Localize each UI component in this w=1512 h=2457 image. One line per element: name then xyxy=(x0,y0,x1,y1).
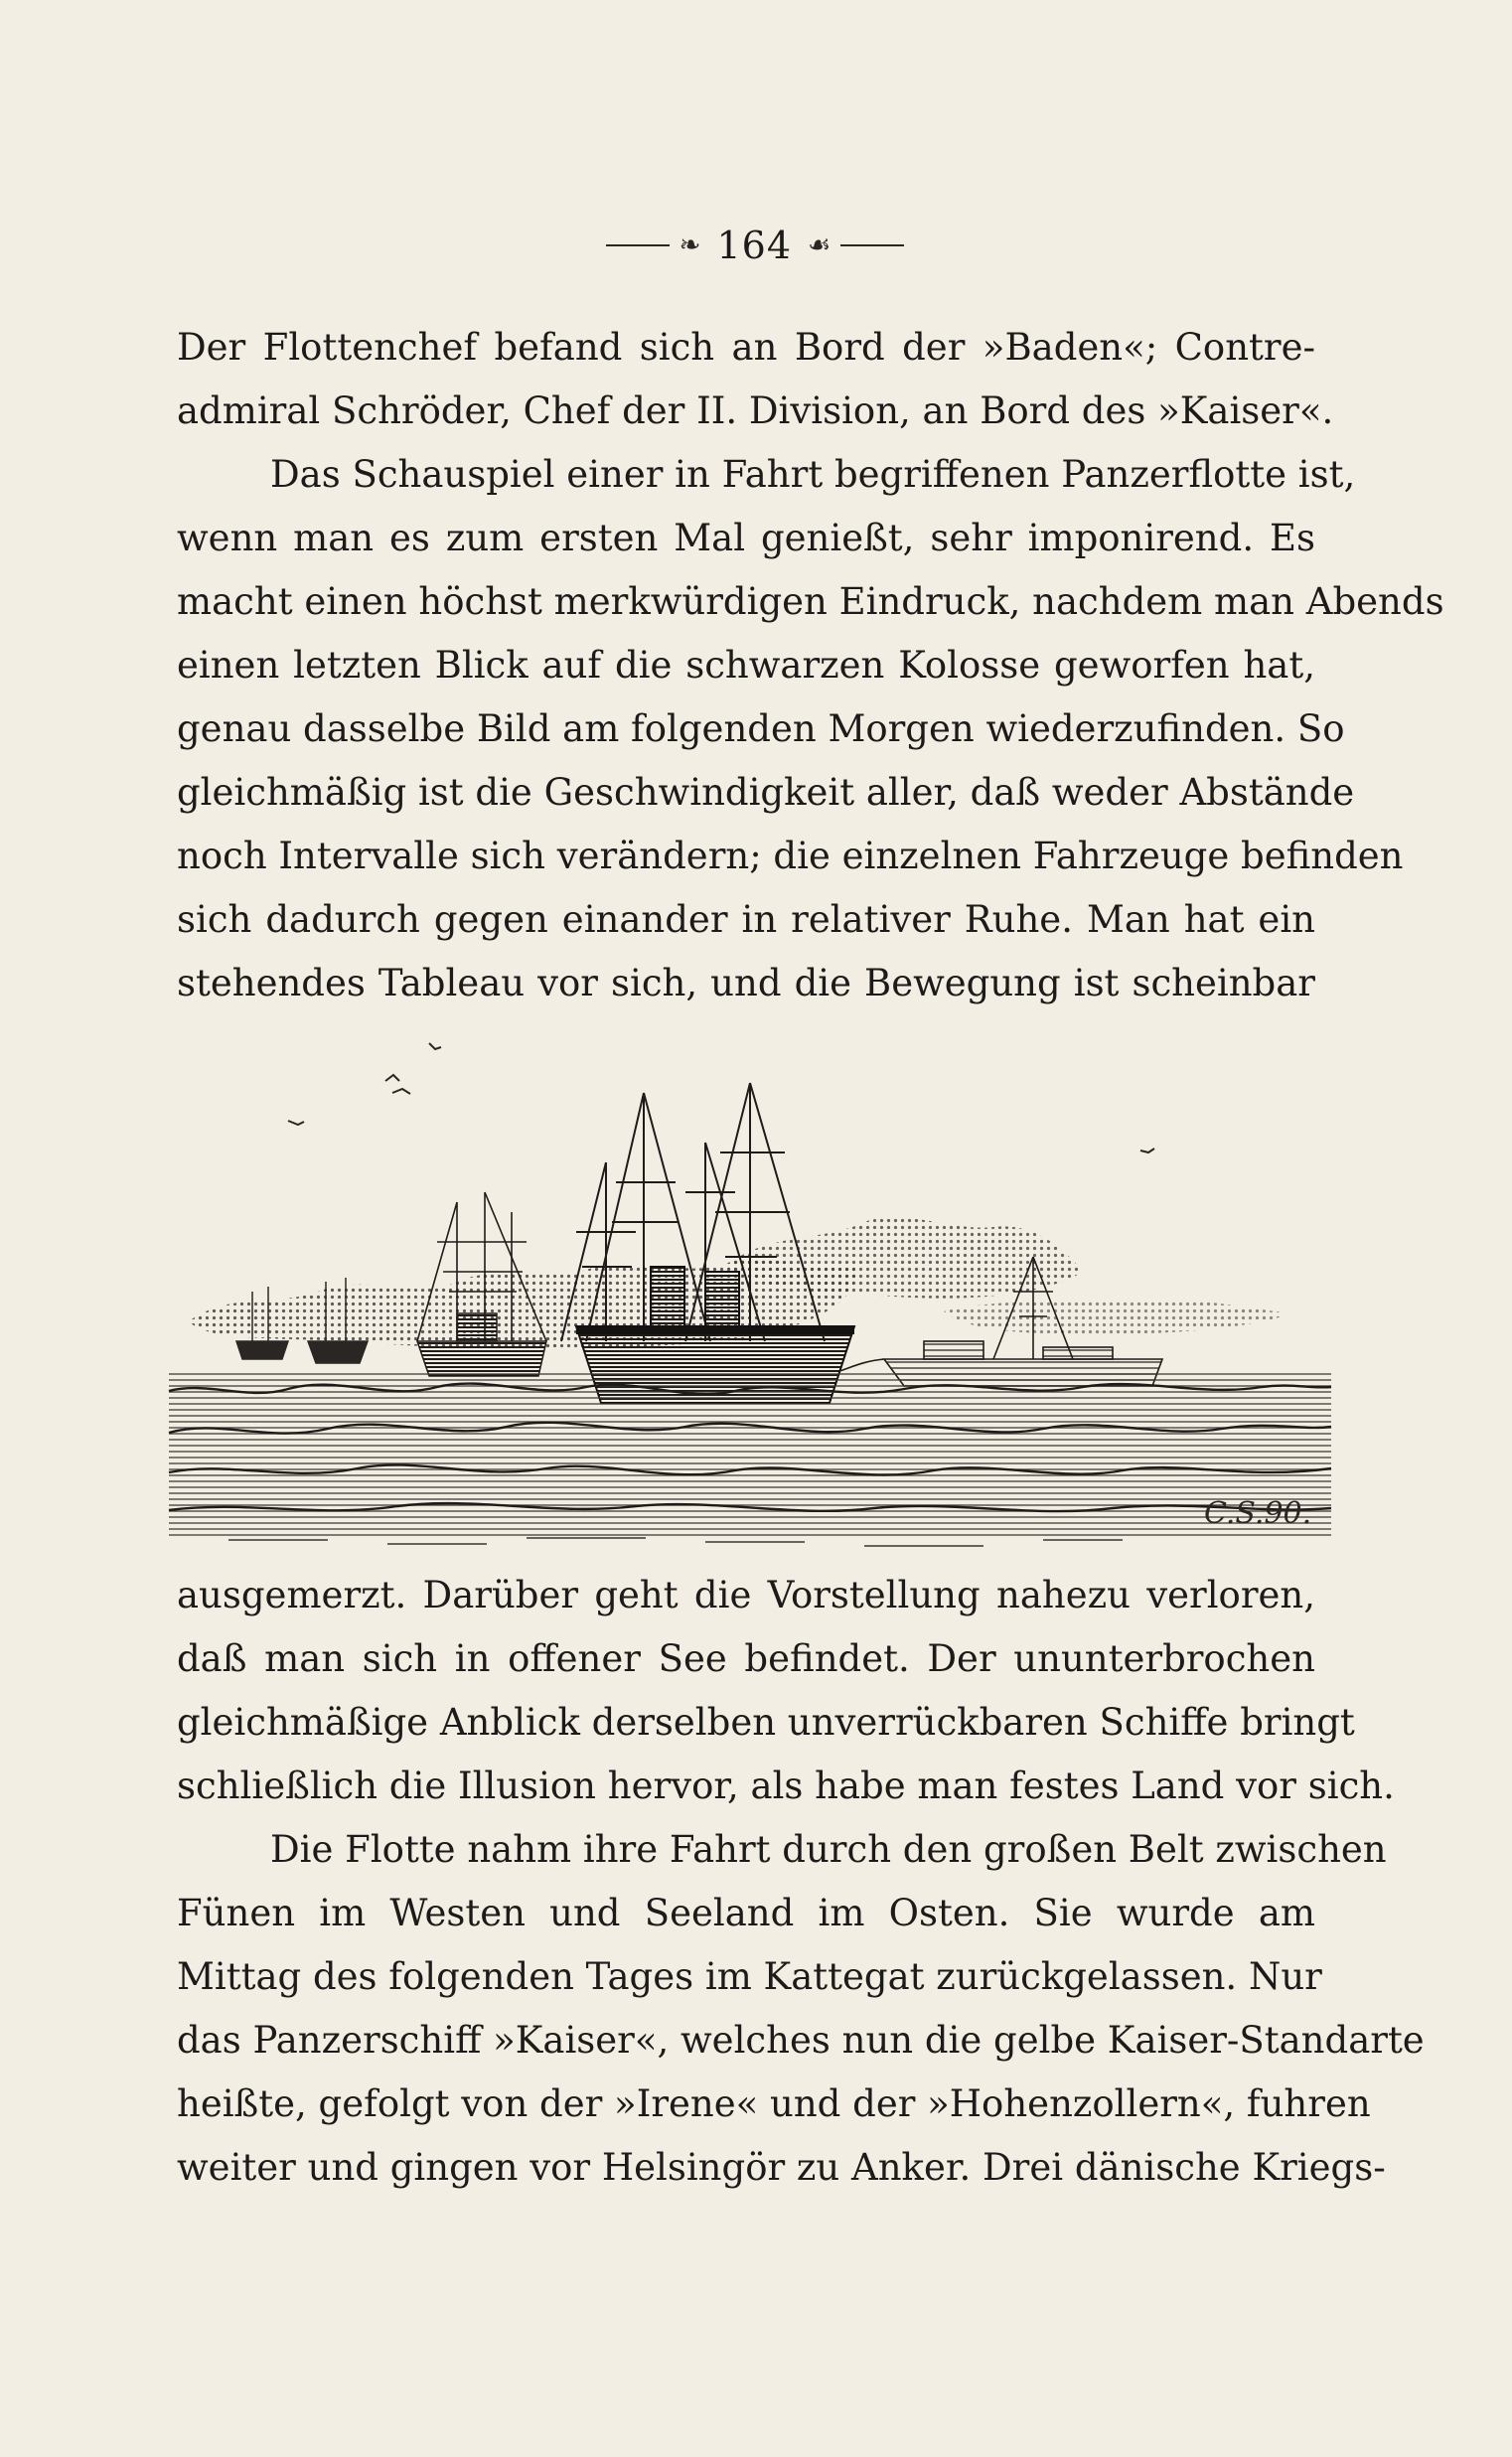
page-header xyxy=(556,221,954,270)
warships-at-sea-icon xyxy=(169,1043,1331,1555)
text-line: noch Intervalle sich verändern; die einzelnen Fahrzeuge befinden xyxy=(177,835,1404,877)
text-line: das Panzerschiff »Kaiser«, welches nun die gelbe Kaiser-Standarte xyxy=(177,2019,1425,2062)
fleet-engraving xyxy=(169,1043,1331,1555)
text-line: gleichmäßige Anblick derselben unverrückbaren Schiffe bringt xyxy=(177,1701,1355,1744)
ornament-right-icon: ☙ xyxy=(808,230,832,260)
text-line: macht einen höchst merkwürdigen Eindruck, nachdem man Abends xyxy=(177,580,1444,623)
text-line: einen letzten Blick auf die schwarzen Kolosse geworfen hat, xyxy=(177,644,1315,687)
paragraph-1 xyxy=(177,316,1444,1015)
text-line: Der Flottenchef befand sich an Bord der »Baden«; Contre- xyxy=(177,326,1315,369)
text-line: Mittag des folgenden Tages im Kattegat zurückgelassen. Nur xyxy=(177,1955,1322,1998)
text-line: schließlich die Illusion hervor, als habe man festes Land vor sich. xyxy=(177,1765,1395,1807)
text-line: sich dadurch gegen einander in relativer Ruhe. Man hat ein xyxy=(177,898,1315,941)
text-line: heißte, gefolgt von der »Irene« und der »Hohenzollern«, fuhren xyxy=(177,2082,1371,2125)
engraver-signature: C.S.90. xyxy=(1204,1496,1312,1531)
text-line: gleichmäßig ist die Geschwindigkeit aller, daß weder Abstände xyxy=(177,771,1355,814)
page-number: 164 xyxy=(716,224,792,267)
header-rule-right xyxy=(840,244,904,246)
text-line: wenn man es zum ersten Mal genießt, sehr imponirend. Es xyxy=(177,517,1315,559)
text-line: Das Schauspiel einer in Fahrt begriffenen Panzerflotte ist, xyxy=(270,453,1356,496)
paragraph-2-and-3 xyxy=(177,1564,1425,2200)
text-line: Fünen im Westen und Seeland im Osten. Sie wurde am xyxy=(177,1892,1315,1934)
text-line: genau dasselbe Bild am folgenden Morgen wiederzufinden. So xyxy=(177,707,1345,750)
text-line: ausgemerzt. Darüber geht die Vorstellung nahezu verloren, xyxy=(177,1574,1315,1616)
header-rule-left xyxy=(606,244,670,246)
text-line: daß man sich in offener See befindet. Der ununterbrochen xyxy=(177,1637,1315,1680)
text-line: admiral Schröder, Chef der II. Division, an Bord des »Kaiser«. xyxy=(177,389,1334,432)
ornament-left-icon: ❧ xyxy=(679,230,701,260)
text-line: weiter und gingen vor Helsingör zu Anker. Drei dänische Kriegs- xyxy=(177,2146,1386,2189)
text-line: stehendes Tableau vor sich, und die Bewegung ist scheinbar xyxy=(177,962,1315,1004)
text-line: Die Flotte nahm ihre Fahrt durch den großen Belt zwischen xyxy=(270,1828,1387,1871)
